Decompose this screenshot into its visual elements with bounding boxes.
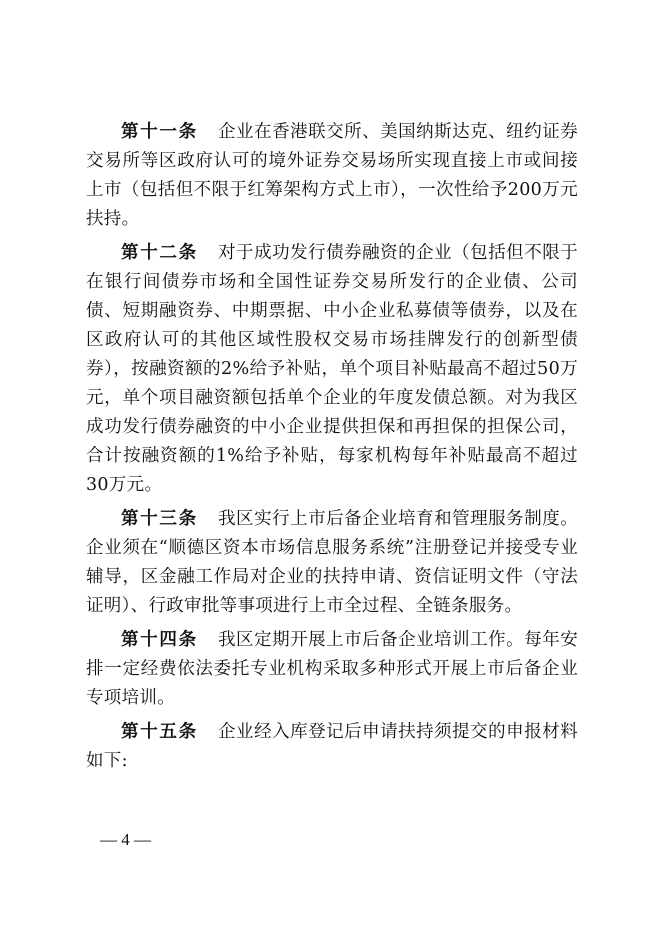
article-text: 企业在香港联交所、美国纳斯达克、纽约证券交易所等区政府认可的境外证券交易场所实现直接上市或间接上市（包括但不限于红筹架构方式上市），一次性给予200万元扶持。 <box>86 122 579 229</box>
article-text: 我区定期开展上市后备企业培训工作。每年安排一定经费依法委托专业机构采取多种形式开展上市后备企业专项培训。 <box>86 630 579 708</box>
article-heading: 第十一条 <box>121 122 198 142</box>
article-12 <box>86 239 578 500</box>
article-text: 我区实行上市后备企业培育和管理服务制度。企业须在“顺德区资本市场信息服务系统”注册登记并接受专业辅导，区金融工作局对企业的扶持申请、资信证明文件（守法证明）、行政审批等事项进行上市全过程、全链条服务。 <box>86 509 579 616</box>
article-15 <box>86 718 578 776</box>
page-number: — 4 — <box>100 830 151 849</box>
article-heading: 第十四条 <box>121 630 198 650</box>
article-heading: 第十三条 <box>121 509 198 529</box>
article-heading: 第十五条 <box>121 722 198 742</box>
article-text: 企业经入库登记后申请扶持须提交的申报材料如下: <box>86 722 579 771</box>
article-heading: 第十二条 <box>121 243 198 263</box>
article-text: 对于成功发行债券融资的企业（包括但不限于在银行间债券市场和全国性证券交易所发行的企业债、公司债、短期融资券、中期票据、中小企业私募债等债券，以及在区政府认可的其他区域性股权交易市场挂牌发行的创新型债券），按融资额的2%给予补贴，单个项目补贴最高不超过50万元，单个项目融资额包括单个企业的年度发债总额。对为我区成功发行债券融资的中小企业提供担保和再担保的担保公司，合计按融资额的1%给予补贴，每家机构每年补贴最高不超过30万元。 <box>86 243 579 495</box>
article-11 <box>86 118 578 234</box>
article-13 <box>86 505 578 621</box>
document-body <box>86 118 578 781</box>
article-14 <box>86 626 578 713</box>
